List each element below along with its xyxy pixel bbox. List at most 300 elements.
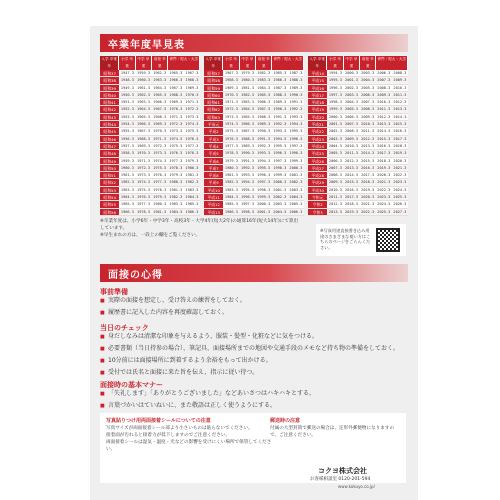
table-row — [308, 187, 408, 194]
table-row — [204, 114, 304, 121]
year-cell: 1980.3 — [241, 78, 255, 83]
table-row — [308, 77, 408, 84]
year-cell: 1974.3 — [153, 158, 167, 163]
table-row — [100, 143, 200, 150]
year-cell: 1973.3 — [137, 173, 151, 178]
year-cell: 1973.3 — [169, 129, 183, 134]
year-cell: 1978.3 — [224, 151, 238, 156]
year-cell: 1998.3 — [328, 100, 342, 105]
table-row — [308, 201, 408, 208]
year-cell: 1983.3 — [257, 78, 271, 83]
table-note: ※早生まれの方は、一段上の欄をご覧ください。 — [100, 233, 201, 238]
table-row — [100, 165, 200, 172]
list-item: ■ 10分前には面接場所に到着するよう余裕をもって出かける。 — [100, 355, 406, 367]
table-row — [100, 201, 200, 208]
year-cell: 1967.3 — [169, 85, 183, 90]
era-cell: 平成6 — [204, 158, 223, 164]
year-cell: 2013.3 — [328, 209, 342, 214]
era-cell: 平成3 — [204, 136, 223, 142]
year-cell: 2013.3 — [377, 122, 391, 127]
year-cell: 1997.3 — [241, 202, 255, 207]
era-cell: 平成23 — [308, 136, 327, 142]
mailing-notice — [270, 418, 400, 439]
year-cell: 1987.3 — [289, 71, 303, 75]
year-cell: 1968.3 — [137, 136, 151, 141]
year-cell: 1998.3 — [257, 187, 271, 192]
year-cell: 2003.3 — [345, 92, 359, 97]
year-cell: 1981.3 — [153, 209, 167, 214]
year-cell: 1998.3 — [289, 151, 303, 156]
section-header-interview — [100, 264, 408, 282]
year-cell: 1964.3 — [153, 85, 167, 90]
prep-list — [100, 295, 406, 319]
table-row — [100, 85, 200, 92]
year-cell: 1999.3 — [289, 158, 303, 163]
table-row — [308, 165, 408, 172]
year-cell: 1968.3 — [185, 78, 199, 83]
year-cell: 1977.3 — [169, 158, 183, 163]
year-cell: 1977.3 — [224, 143, 238, 148]
year-cell: 1996.3 — [289, 136, 303, 141]
year-cell: 2016.3 — [345, 187, 359, 192]
subsection-title-prep: 事前準備 — [100, 288, 128, 296]
year-cell: 2009.3 — [377, 92, 391, 97]
year-cell: 2010.3 — [328, 187, 342, 192]
era-cell: 平成7 — [204, 165, 223, 171]
year-cell: 1983.3 — [169, 202, 183, 207]
year-cell: 1987.3 — [273, 85, 287, 90]
year-cell: 2014.3 — [377, 129, 391, 134]
year-cell: 1982.3 — [169, 195, 183, 200]
year-cell: 2014.3 — [345, 173, 359, 178]
year-cell: 2001.3 — [289, 173, 303, 178]
table-header — [204, 56, 304, 70]
table-row — [308, 179, 408, 186]
year-cell: 1983.3 — [241, 100, 255, 105]
year-cell: 1947.3 — [120, 71, 134, 75]
year-cell: 1997.3 — [289, 143, 303, 148]
table-header-cell: 小学 卒業 — [327, 56, 343, 70]
year-cell: 1994.3 — [273, 136, 287, 141]
year-cell: 1993.3 — [289, 114, 303, 119]
year-cell: 1962.3 — [120, 180, 134, 185]
year-cell: 2008.3 — [328, 173, 342, 178]
table-row — [204, 143, 304, 150]
notice-item: 両面接着シールは湿気・温度・光などの影響を受けにくい場所で保管してください。 — [106, 440, 272, 452]
year-cell: 1995.3 — [273, 143, 287, 148]
year-cell: 2012.3 — [361, 136, 375, 141]
year-cell: 2020.3 — [361, 195, 375, 200]
year-cell: 2023.3 — [393, 180, 407, 185]
year-cell: 1964.3 — [120, 195, 134, 200]
era-cell: 昭和41 — [100, 99, 119, 105]
era-cell: 昭和50 — [100, 165, 119, 171]
era-cell: 平成8 — [204, 172, 223, 178]
year-cell: 1989.3 — [241, 143, 255, 148]
year-cell: 1995.3 — [328, 78, 342, 83]
qr-caption: ※写真用途直接書き込み用途のさまざまな使い方はこちらのページをごらんください。 — [320, 228, 371, 250]
year-cell: 1962.3 — [153, 71, 167, 75]
year-cell: 1993.3 — [257, 151, 271, 156]
era-cell: 平成21 — [308, 121, 327, 127]
year-cell: 2005.3 — [289, 202, 303, 207]
graduation-table-middle — [204, 56, 304, 216]
table-row — [308, 143, 408, 150]
table-row — [100, 70, 200, 77]
era-cell: 昭和43 — [100, 114, 119, 120]
year-cell: 2019.3 — [393, 151, 407, 156]
year-cell: 1968.3 — [153, 114, 167, 119]
year-cell: 1968.3 — [224, 78, 238, 83]
section-header-graduation-table — [100, 34, 408, 52]
year-cell: 1996.3 — [273, 151, 287, 156]
year-cell: 1986.3 — [273, 78, 287, 83]
year-cell: 1980.3 — [185, 165, 199, 170]
era-cell: 昭和46 — [100, 136, 119, 142]
year-cell: 1979.3 — [153, 195, 167, 200]
year-cell: 1965.3 — [153, 92, 167, 97]
era-cell: 平成17 — [308, 92, 327, 98]
year-cell: 1980.3 — [153, 202, 167, 207]
era-cell: 平成28 — [308, 172, 327, 178]
table-row — [100, 99, 200, 106]
table-row — [204, 194, 304, 201]
year-cell: 1982.3 — [241, 92, 255, 97]
year-cell: 1967.3 — [185, 71, 199, 75]
year-cell: 1959.3 — [120, 158, 134, 163]
year-cell: 1972.3 — [137, 165, 151, 170]
year-cell: 1965.3 — [120, 202, 134, 207]
year-cell: 1974.3 — [137, 180, 151, 185]
year-cell: 2018.3 — [345, 202, 359, 207]
table-row — [204, 92, 304, 99]
list-item: ■ 言葉づかいはていねいに、また敬語は正しく使うようにする。 — [100, 400, 406, 412]
year-cell: 1953.3 — [120, 114, 134, 119]
year-cell: 1979.3 — [185, 158, 199, 163]
year-cell: 2008.3 — [393, 71, 407, 75]
year-cell: 1965.3 — [169, 71, 183, 75]
table-row — [204, 172, 304, 179]
year-cell: 1970.3 — [153, 129, 167, 134]
era-cell: 平成27 — [308, 165, 327, 171]
table-row — [308, 114, 408, 121]
table-row — [308, 128, 408, 135]
table-header-cell: 高校 卒業 — [360, 56, 376, 70]
year-cell: 1998.3 — [273, 165, 287, 170]
year-cell: 1975.3 — [153, 165, 167, 170]
year-cell: 1970.3 — [185, 92, 199, 97]
year-cell: 1986.3 — [241, 122, 255, 127]
year-cell: 1976.3 — [185, 136, 199, 141]
list-item: ■ 実際の面接を想定し、受け答えの練習をしておく。 — [100, 295, 406, 307]
year-cell: 2011.3 — [345, 151, 359, 156]
table-note: ※卒業年度は、小学6年・中学3年・高校3年・大学4年(短大2年)の通算16年(短大14年)にて算出しています。 — [100, 219, 299, 231]
year-cell: 1985.3 — [241, 114, 255, 119]
year-cell: 1984.3 — [185, 195, 199, 200]
graduation-table-right — [308, 56, 408, 216]
year-cell: 2020.3 — [377, 173, 391, 178]
year-cell: 1963.3 — [120, 187, 134, 192]
era-cell: 平成5 — [204, 150, 223, 156]
era-cell: 昭和61 — [204, 99, 223, 105]
year-cell: 1984.3 — [169, 209, 183, 214]
year-cell: 1978.3 — [153, 187, 167, 192]
subsection-title-dayof: 当日のチェック — [100, 324, 149, 332]
table-row — [204, 158, 304, 165]
table-header-cell: 高校 卒業 — [256, 56, 272, 70]
year-cell: 1949.3 — [120, 85, 134, 90]
year-cell: 1987.3 — [257, 107, 271, 112]
year-cell: 2023.3 — [377, 195, 391, 200]
year-cell: 1961.3 — [137, 85, 151, 90]
year-cell: 1992.3 — [241, 165, 255, 170]
year-cell: 1979.3 — [224, 158, 238, 163]
year-cell: 1978.3 — [185, 151, 199, 156]
year-cell: 1990.3 — [289, 92, 303, 97]
table-row — [204, 106, 304, 113]
table-header-cell: 小学 卒業 — [223, 56, 239, 70]
table-row — [100, 121, 200, 128]
list-item: ■ 必要書類（当日持参の場合）、筆記具、面接場所までの地図や交通手段のメモなど持ち物の準備をしておく。 — [100, 343, 406, 355]
year-cell: 1972.3 — [153, 143, 167, 148]
table-row — [308, 150, 408, 157]
graduation-table-left — [100, 56, 200, 216]
table-header-cell: 入学 卒業年 — [100, 56, 119, 70]
year-cell: 1996.3 — [328, 85, 342, 90]
year-cell: 1966.3 — [137, 122, 151, 127]
year-cell: 1970.3 — [137, 151, 151, 156]
era-cell: 昭和57 — [204, 70, 223, 76]
era-cell: 平成20 — [308, 114, 327, 120]
table-row — [308, 106, 408, 113]
era-cell: 平成11 — [204, 194, 223, 200]
era-cell: 平成16 — [308, 85, 327, 91]
table-row — [204, 150, 304, 157]
year-cell: 1982.3 — [257, 71, 271, 75]
year-cell: 1995.3 — [289, 129, 303, 134]
year-cell: 2015.3 — [361, 158, 375, 163]
year-cell: 2002.3 — [328, 129, 342, 134]
year-cell: 1971.3 — [137, 158, 151, 163]
year-cell: 1986.3 — [224, 209, 238, 214]
year-cell: 1984.3 — [224, 195, 238, 200]
year-cell: 1963.3 — [137, 100, 151, 105]
year-cell: 2020.3 — [393, 158, 407, 163]
table-notes — [100, 218, 300, 239]
year-cell: 1970.3 — [224, 92, 238, 97]
year-cell: 1978.3 — [137, 209, 151, 214]
era-cell: 昭和56 — [100, 209, 119, 215]
year-cell: 1994.3 — [241, 180, 255, 185]
year-cell: 2011.3 — [328, 195, 342, 200]
table-body — [100, 70, 200, 216]
year-cell: 1979.3 — [241, 71, 255, 75]
year-cell: 1969.3 — [137, 143, 151, 148]
era-cell: 昭和39 — [100, 85, 119, 91]
year-cell: 2004.3 — [273, 209, 287, 214]
year-cell: 1991.3 — [273, 114, 287, 119]
year-cell: 2012.3 — [393, 100, 407, 105]
era-cell: 昭和42 — [100, 106, 119, 112]
table-row — [204, 85, 304, 92]
year-cell: 1975.3 — [169, 143, 183, 148]
year-cell: 2000.3 — [257, 202, 271, 207]
year-cell: 2005.3 — [361, 85, 375, 90]
year-cell: 2000.3 — [345, 71, 359, 75]
table-header-cell: 専門・短大・大学 — [272, 56, 304, 70]
year-cell: 1973.3 — [224, 114, 238, 119]
year-cell: 1984.3 — [257, 85, 271, 90]
table-row — [100, 187, 200, 194]
year-cell: 2019.3 — [345, 209, 359, 214]
year-cell: 2003.3 — [289, 187, 303, 192]
era-cell: 平成25 — [308, 150, 327, 156]
table-row — [100, 114, 200, 121]
year-cell: 2006.3 — [345, 114, 359, 119]
year-cell: 2017.3 — [377, 151, 391, 156]
year-cell: 1990.3 — [241, 151, 255, 156]
table-row — [100, 209, 200, 216]
year-cell: 1977.3 — [185, 143, 199, 148]
year-cell: 2013.3 — [345, 165, 359, 170]
year-cell: 1974.3 — [224, 122, 238, 127]
year-cell: 1969.3 — [224, 85, 238, 90]
year-cell: 2001.3 — [273, 187, 287, 192]
year-cell: 1967.3 — [224, 71, 238, 75]
photo-sticker-notice — [106, 418, 276, 453]
notice-title: 写真貼りつけ用両面接着シールについての注意 — [106, 418, 211, 424]
graduation-tables — [100, 56, 408, 216]
year-cell: 1997.3 — [257, 180, 271, 185]
year-cell: 1970.3 — [169, 107, 183, 112]
year-cell: 2006.3 — [328, 158, 342, 163]
year-cell: 1976.3 — [137, 195, 151, 200]
year-cell: 2013.3 — [361, 143, 375, 148]
year-cell: 2022.3 — [361, 209, 375, 214]
year-cell: 1950.3 — [120, 92, 134, 97]
year-cell: 1972.3 — [224, 107, 238, 112]
year-cell: 1965.3 — [137, 114, 151, 119]
year-cell: 2018.3 — [393, 143, 407, 148]
year-cell: 1973.3 — [185, 114, 199, 119]
year-cell: 1995.3 — [257, 165, 271, 170]
year-cell: 1968.3 — [169, 92, 183, 97]
year-cell: 1976.3 — [169, 151, 183, 156]
year-cell: 1975.3 — [224, 129, 238, 134]
notice-item: 接着面が汚れると接着力が低下しますのでご注意ください。 — [106, 433, 231, 438]
era-cell: 昭和58 — [204, 77, 223, 83]
table-row — [100, 106, 200, 113]
table-row — [204, 77, 304, 84]
list-item: ■ 受付では氏名と面接に来た旨を伝え、指示に従い待つ。 — [100, 367, 406, 379]
year-cell: 1999.3 — [328, 107, 342, 112]
year-cell: 1969.3 — [153, 122, 167, 127]
year-cell: 1972.3 — [185, 107, 199, 112]
era-cell: 昭和45 — [100, 128, 119, 134]
year-cell: 2016.3 — [361, 165, 375, 170]
table-row — [204, 209, 304, 216]
company-logo: コクヨ株式会社 — [318, 467, 367, 475]
table-header — [308, 56, 408, 70]
year-cell: 2027.3 — [393, 209, 407, 214]
year-cell: 2025.3 — [377, 209, 391, 214]
era-cell: 昭和40 — [100, 92, 119, 98]
era-cell: 昭和60 — [204, 92, 223, 98]
dayof-list — [100, 331, 406, 379]
list-item: ■ 身だしなみは清潔な印象を与えるよう、服装・髪型・化粧などに気をつける。 — [100, 331, 406, 343]
year-cell: 2006.3 — [361, 92, 375, 97]
table-row — [308, 70, 408, 77]
table-row — [204, 99, 304, 106]
table-header-cell: 専門・短大・大学 — [376, 56, 408, 70]
year-cell: 2016.3 — [377, 143, 391, 148]
year-cell: 2017.3 — [393, 136, 407, 141]
year-cell: 2015.3 — [345, 180, 359, 185]
year-cell: 1963.3 — [153, 78, 167, 83]
year-cell: 2006.3 — [289, 209, 303, 214]
year-cell: 2004.3 — [328, 143, 342, 148]
section-title: 卒業年度早見表 — [108, 40, 185, 51]
table-header-cell: 入学 卒業年 — [308, 56, 327, 70]
year-cell: 1997.3 — [328, 92, 342, 97]
company-url[interactable]: www.kokuyo.co.jp/ — [338, 484, 375, 489]
year-cell: 2026.3 — [393, 202, 407, 207]
era-cell: 昭和59 — [204, 85, 223, 91]
table-row — [308, 121, 408, 128]
era-cell: 昭和48 — [100, 150, 119, 156]
year-cell: 1984.3 — [241, 107, 255, 112]
era-cell: 令和3 — [308, 209, 327, 215]
year-cell: 2009.3 — [328, 180, 342, 185]
era-cell: 平成14 — [308, 70, 327, 76]
table-header-cell: 高校 卒業 — [152, 56, 168, 70]
year-cell: 1990.3 — [257, 129, 271, 134]
year-cell: 2007.3 — [361, 100, 375, 105]
year-cell: 1997.3 — [273, 158, 287, 163]
year-cell: 2003.3 — [328, 136, 342, 141]
era-cell: 平成10 — [204, 187, 223, 193]
year-cell: 1992.3 — [273, 122, 287, 127]
year-cell: 1952.3 — [120, 107, 134, 112]
era-cell: 平成4 — [204, 143, 223, 149]
year-cell: 2007.3 — [345, 122, 359, 127]
year-cell: 2005.3 — [345, 107, 359, 112]
era-cell: 平成26 — [308, 158, 327, 164]
table-row — [100, 77, 200, 84]
era-cell: 平成18 — [308, 99, 327, 105]
year-cell: 1967.3 — [137, 129, 151, 134]
table-row — [308, 99, 408, 106]
era-cell: 平成24 — [308, 143, 327, 149]
year-cell: 1985.3 — [273, 71, 287, 75]
era-cell: 昭和44 — [100, 121, 119, 127]
year-cell: 2011.3 — [361, 129, 375, 134]
year-cell: 2012.3 — [345, 158, 359, 163]
table-row — [100, 172, 200, 179]
table-row — [100, 179, 200, 186]
year-cell: 2012.3 — [377, 114, 391, 119]
year-cell: 1966.3 — [169, 78, 183, 83]
table-header-cell: 中学 卒業 — [136, 56, 152, 70]
era-cell: 平成22 — [308, 128, 327, 134]
year-cell: 1995.3 — [241, 187, 255, 192]
table-row — [100, 150, 200, 157]
year-cell: 2019.3 — [377, 165, 391, 170]
era-cell: 令和2 — [308, 201, 327, 207]
year-cell: 1974.3 — [185, 122, 199, 127]
table-row — [204, 121, 304, 128]
qr-code-icon[interactable] — [376, 228, 400, 252]
